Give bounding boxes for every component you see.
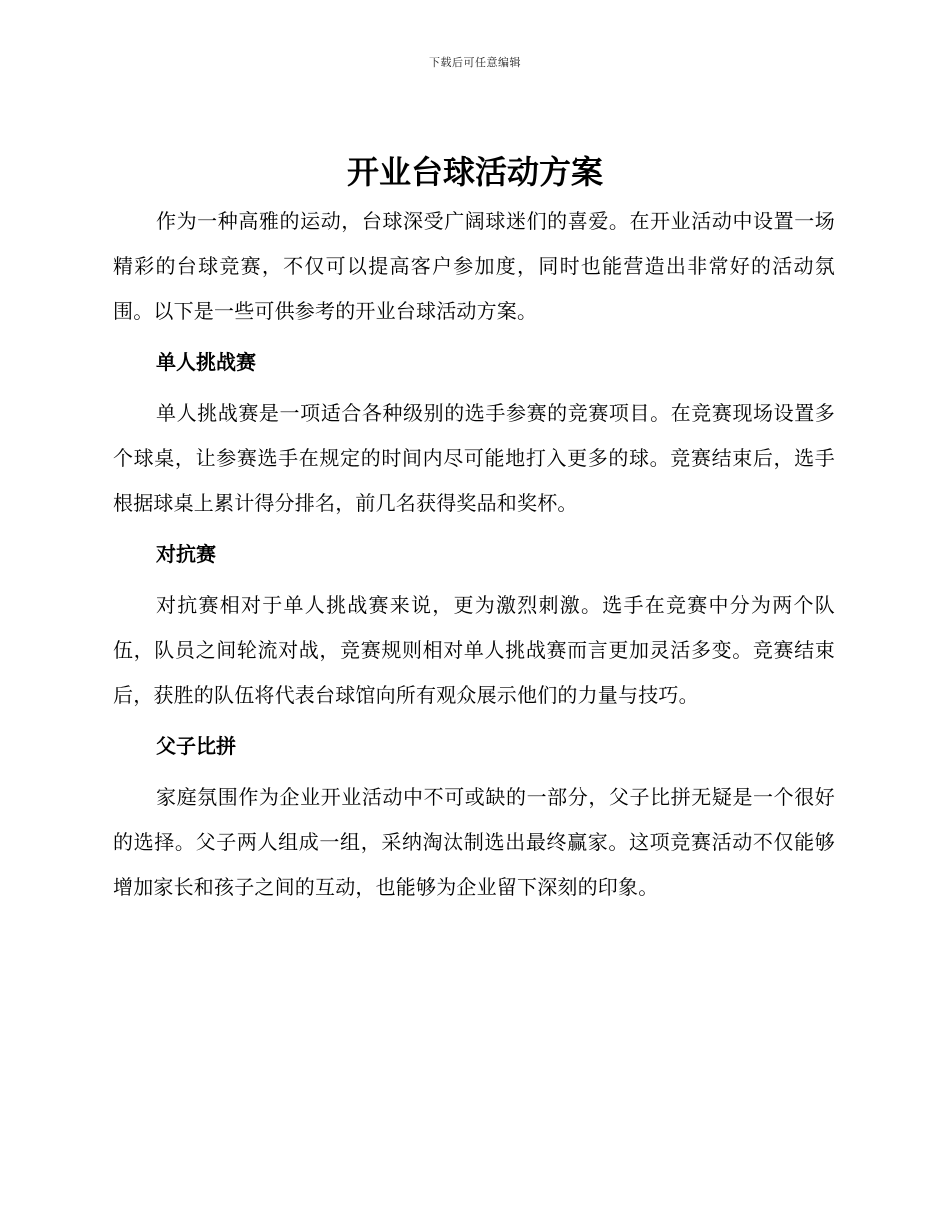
document-title: 开业台球活动方案 bbox=[346, 153, 603, 191]
header-note: 下载后可任意编辑 bbox=[429, 56, 521, 69]
section-body-father-son: 家庭氛围作为企业开业活动中不可或缺的一部分，父子比拼无疑是一个很好的选择。父子两人组成一组，采纳淘汰制选出最终赢家。这项竞赛活动不仅能够增加家长和孩子之间的互动，也能够为企业留下深刻的印象。 bbox=[113, 785, 835, 899]
intro-paragraph: 作为一种高雅的运动，台球深受广阔球迷们的喜爱。在开业活动中设置一场精彩的台球竞赛，不仅可以提高客户参加度，同时也能营造出非常好的活动氛围。以下是一些可供参考的开业台球活动方案。 bbox=[113, 209, 835, 323]
section-heading-single-challenge: 单人挑战赛 bbox=[156, 350, 256, 374]
section-body-team-match: 对抗赛相对于单人挑战赛来说，更为激烈刺激。选手在竞赛中分为两个队伍，队员之间轮流对战，竞赛规则相对单人挑战赛而言更加灵活多变。竞赛结束后，获胜的队伍将代表台球馆向所有观众展示他们的力量与技巧。 bbox=[113, 593, 835, 707]
section-heading-father-son: 父子比拼 bbox=[156, 734, 236, 758]
section-heading-team-match: 对抗赛 bbox=[156, 542, 216, 566]
section-body-single-challenge: 单人挑战赛是一项适合各种级别的选手参赛的竞赛项目。在竞赛现场设置多个球桌，让参赛选手在规定的时间内尽可能地打入更多的球。竞赛结束后，选手根据球桌上累计得分排名，前几名获得奖品和奖杯。 bbox=[113, 401, 835, 515]
document-body bbox=[113, 199, 835, 910]
